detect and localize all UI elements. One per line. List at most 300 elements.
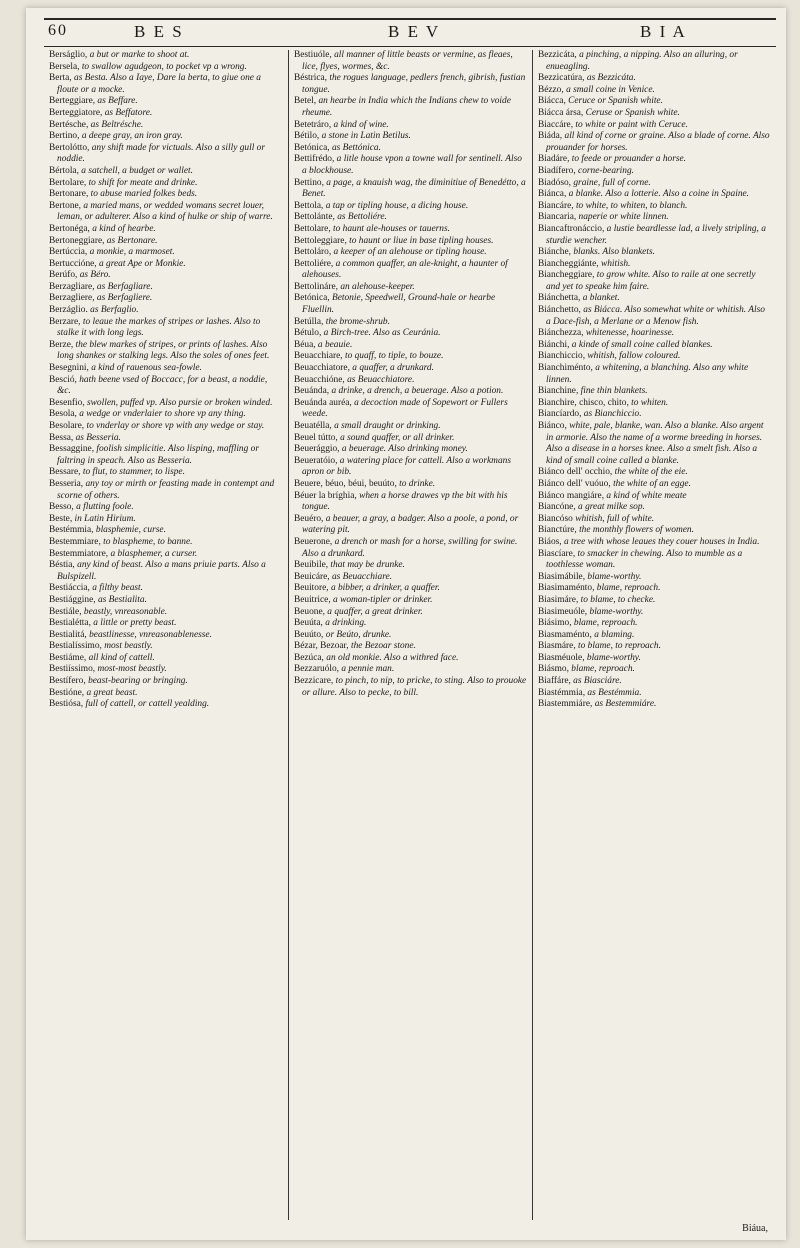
dictionary-entry [294,537,527,560]
entry-headword: Beuatélla, [293,421,332,431]
entry-definition: as Bestialita. [97,594,147,605]
entry-definition: a great beast. [86,687,138,698]
entry-definition: naperie or white linnen. [578,212,669,223]
entry-headword: Biasimaménto, [537,583,595,594]
entry-definition: all kind of cattell. [88,652,155,663]
entry-definition: a whitening, a blanching. Also any white linnen. [545,363,749,385]
entry-headword: Biancheggiánte, [537,258,599,269]
entry-headword: Biasmaménto, [537,629,592,640]
entry-headword: Bézar, Bezoar, [293,641,349,652]
entry-headword: Bestífero, [49,676,86,687]
entry-definition: hath beene vsed of Boccacc, for a beast, a noddie, &c. [57,374,268,397]
entry-definition: as Bestémmia. [587,687,642,698]
entry-definition: a kinde of small coine called blankes. [571,339,713,350]
dictionary-entry [49,166,283,178]
entry-headword: Berta, [49,73,72,84]
entry-headword: Bertolótto, [49,142,90,153]
dictionary-entry [294,375,527,387]
entry-definition: a beuerage. Also drinking money. [341,444,468,455]
entry-headword: Bestiáccia, [49,583,90,594]
entry-definition: a bibber, a drinker, a quaffer. [330,583,440,594]
dictionary-entry [538,479,771,491]
dictionary-entry [49,607,283,619]
entry-definition: graine, full of corne. [573,177,651,188]
dictionary-entry [538,96,771,108]
entry-headword: Bestiósa, [49,699,84,710]
entry-headword: Beuicáre, [293,571,330,582]
entry-definition: a sound quaffer, or all drinker. [340,432,455,443]
entry-headword: Biancáre, [537,200,574,211]
entry-headword: Berzáglio. [49,305,88,316]
dictionary-entry [294,572,527,584]
entry-definition: as Beltrésche. [90,119,144,130]
dictionary-entry [49,131,283,143]
entry-headword: Bestémmia, [49,525,94,536]
entry-headword: Biasimáre, [537,594,579,605]
entry-definition: any kind of beast. Also a mans priuie parts. Also a Bulspizell. [57,560,266,582]
entry-headword: Biancíardo, [537,409,582,420]
dictionary-entry [49,641,283,653]
entry-definition: blame, reproach. [573,618,638,629]
entry-headword: Besseria, [49,478,84,489]
entry-headword: Bianchiménto, [537,363,593,374]
entry-definition: to blaspheme, to banne. [103,536,193,547]
dictionary-entry [294,653,527,665]
dictionary-entry [294,444,527,456]
entry-definition: or Beúto, drunke. [325,629,392,640]
entry-definition: beast-bearing or bringing. [88,676,188,687]
dictionary-entry [294,479,527,491]
entry-definition: to whiten. [631,397,669,408]
entry-definition: white, pale, blanke, wan. Also a blanke. Also argent in armorie. Also the name of a worme breeding in horses. Also a disease in a horses knee. Also a smelt fish. Also a kind of small coine called a blanke. [545,421,764,466]
dictionary-entry [538,178,771,190]
entry-headword: Biascíare, [537,548,576,559]
entry-definition: to grow white. Also to raile at one secretly and yet to speake him faire. [545,270,756,292]
entry-headword: Biánchetto, [537,305,581,316]
entry-definition: a blaming. [594,629,635,640]
dictionary-entry [538,85,771,97]
entry-definition: as Beuacchiatore. [347,374,415,385]
entry-headword: Besolare, [49,421,85,431]
entry-headword: Bértola, [49,165,79,176]
dictionary-entry [294,607,527,619]
entry-definition: a page, a knauish wag, the diminitiue of Benedétto, a Benet. [301,177,526,200]
entry-headword: Bestemmiare, [49,536,101,547]
entry-definition: as Berfagliare. [96,281,153,292]
entry-definition: a kind of hearbe. [92,223,156,234]
entry-headword: Bétulo, [293,328,322,339]
dictionary-entry [49,595,283,607]
entry-headword: Beuacchiatore, [293,363,350,374]
dictionary-entry [49,514,283,526]
dictionary-entry [294,317,527,329]
dictionary-entry [538,154,771,166]
entry-headword: Bersela, [49,61,80,72]
entry-headword: Bestiáme, [49,652,87,663]
dictionary-entry [49,108,283,120]
dictionary-entry [294,514,527,537]
entry-headword: Bestemmiatore, [49,548,109,559]
entry-headword: Bezúca, [293,652,324,663]
entry-headword: Biánchezza, [537,328,584,339]
dictionary-entry [294,386,527,398]
entry-definition: a watering place for cattell. Also a workmans apron or bib. [301,455,511,478]
dictionary-entry [294,96,527,119]
entry-headword: Bianchiccio, [537,351,586,362]
entry-definition: Betonie, Speedwell, Ground-hale or hearbe Fluellin. [301,293,496,316]
entry-definition: a drinke, a drench, a beuerage. Also a potion. [331,386,504,397]
entry-headword: Beste, [49,513,73,524]
entry-headword: Bertonéga, [49,223,90,234]
entry-headword: Bettolánte, [293,212,335,223]
dictionary-entry [49,583,283,595]
entry-definition: as Berfagliere. [96,293,153,304]
dictionary-entry [49,479,283,502]
dictionary-entry [49,398,283,410]
dictionary-entry [49,201,283,224]
entry-definition: to flut, to stammer, to lispe. [82,467,185,478]
dictionary-entry [538,676,771,688]
entry-definition: a quaffer, a drunkard. [352,363,434,374]
entry-definition: a little or pretty beast. [93,618,177,629]
entry-definition: any toy or mirth or feasting made in contempt and scorne of others. [57,478,275,501]
dictionary-entry [49,537,283,549]
entry-headword: Berteggiare, [49,96,96,107]
dictionary-entry [538,108,771,120]
entry-definition: that may be drunke. [330,560,405,571]
entry-headword: Beuúto, [293,629,324,640]
dictionary-entry [49,236,283,248]
entry-definition: an alehouse-keeper. [340,281,415,292]
dictionary-entry [538,224,771,247]
dictionary-entry [294,212,527,224]
dictionary-entry [49,178,283,190]
dictionary-entry [294,351,527,363]
entry-headword: Bertésche, [49,119,89,130]
dictionary-entry [49,73,283,96]
entry-definition: all manner of little beasts or vermine, as fleaes, lice, flyes, wormes, &c. [301,50,513,72]
dictionary-entry [294,224,527,236]
entry-definition: a pinching, a nipping. Also an alluring, or enueagling. [545,50,738,72]
entry-definition: a kind of rauenous sea-fowle. [91,363,202,374]
dictionary-entry [49,699,283,711]
entry-definition: Ceruse or Spanish white. [585,107,680,118]
dictionary-entry [538,688,771,700]
dictionary-entry [49,143,283,166]
entry-headword: Bestialitá, [49,629,87,640]
entry-definition: as Biácca. Also somewhat white or whitish. Also a Dace-fish, a Merlane or a Menow fish. [545,305,765,327]
entry-definition: blame-worthy. [589,606,644,617]
entry-headword: Biánco dell' occhio, [537,467,613,478]
entry-definition: to swallow agudgeon, to pocket vp a wrong. [81,61,247,72]
entry-definition: as Beuacchiare. [331,571,393,582]
dictionary-entry [294,363,527,375]
entry-definition: an old monkie. Also a withred face. [326,652,459,663]
dictionary-entry [538,618,771,630]
entry-definition: a blanket. [582,293,620,304]
entry-definition: a decoction made of Sopewort or Fullers weede. [301,397,508,420]
entry-headword: Bestialíssimo, [49,641,102,652]
entry-definition: a lustie beardlesse lad, a lively stripling, a sturdie wencher. [545,223,766,246]
entry-headword: Bessa, [49,432,74,443]
entry-definition: to smacker in chewing. Also to mumble as a toothlesse woman. [545,548,743,571]
entry-headword: Biadóso, [537,177,572,188]
entry-definition: blame-worthy. [586,652,641,663]
entry-definition: a blanke. Also a lotterie. Also a coine in Spaine. [568,189,750,200]
entry-headword: Betónica, [293,293,330,304]
entry-headword: Bertonare, [49,189,89,200]
dictionary-entry [294,664,527,676]
dictionary-entry [49,363,283,375]
dictionary-entry [49,282,283,294]
entry-definition: to white, to whiten, to blanch. [575,200,688,211]
entry-definition: to quaff, to tiple, to bouze. [344,351,444,362]
entry-definition: a great milke sop. [578,502,645,513]
entry-definition: the rogues language, pedlers french, gibrish, fustian tongue. [301,73,526,95]
column-left [44,50,288,1220]
entry-headword: Biaffáre, [537,676,571,687]
dictionary-entry [49,62,283,74]
dictionary-entry [294,143,527,155]
entry-definition: a flutting foole. [76,502,134,513]
entry-headword: Betetráro, [293,119,332,130]
dictionary-entry [538,537,771,549]
entry-definition: to pinch, to nip, to pricke, to sting. Also to prouoke or allure. Also to pecke, to bill. [301,676,527,698]
entry-headword: Beueratóio, [293,455,338,466]
dictionary-entry [49,189,283,201]
column-middle [288,50,532,1220]
entry-headword: Beuéro, [293,513,324,524]
dictionary-entry [538,189,771,201]
entry-headword: Bétilo, [293,131,320,142]
running-head-left: B E S [134,22,184,41]
entry-headword: Bianchire, chisco, chito, [537,397,629,408]
entry-definition: a litle house vpon a towne wall for sentinell. Also a blockhouse. [301,154,522,176]
dictionary-entry [49,50,283,62]
entry-headword: Beuitore, [293,583,329,594]
entry-headword: Bettolináre, [293,281,338,292]
entry-headword: Biánche, [537,247,571,258]
entry-headword: Betúlla, [293,316,324,327]
entry-headword: Beuitrice, [293,594,331,605]
entry-headword: Berteggiatore, [49,107,103,118]
entry-definition: a kind of wine. [333,119,389,130]
entry-headword: Bestialétta, [49,618,91,629]
entry-headword: Bettoliére, [293,258,334,269]
entry-definition: blame, reproach. [596,583,661,594]
dictionary-entry [538,409,771,421]
dictionary-entry [49,96,283,108]
dictionary-entry [294,73,527,96]
dictionary-entry [538,247,771,259]
entry-headword: Biasimeuóle, [537,606,588,617]
entry-headword: Beuúta, [293,618,323,629]
entry-headword: Biásimo, [537,618,572,629]
entry-definition: any shift made for victuals. Also a silly gull or noddie. [57,142,265,165]
dictionary-entry [538,212,771,224]
dictionary-entry [49,630,283,642]
dictionary-entry [294,491,527,514]
running-head-right: B I A [640,22,687,41]
dictionary-entry [294,236,527,248]
entry-definition: blame, reproach. [571,664,635,675]
dictionary-entry [294,340,527,352]
entry-definition: corne-bearing. [578,165,635,176]
entry-headword: Béstrica, [293,73,328,84]
entry-definition: full of cattell, or cattell yealding. [85,699,210,710]
dictionary-entry [538,120,771,132]
entry-headword: Beuacchióne, [293,374,345,385]
entry-definition: a beauer, a gray, a badger. Also a poole, a pond, or watering pit. [301,513,519,536]
entry-definition: as Beffatore. [104,107,153,118]
entry-headword: Besola, [49,409,77,420]
entry-headword: Biánchi, [537,339,570,350]
entry-definition: to leaue the markes of stripes or lashes. Also to stalke it with long legs. [57,316,261,339]
dictionary-entry [49,340,283,363]
entry-headword: Biánco, [537,421,567,431]
dictionary-entry [49,375,283,398]
entry-headword: Berzagliare, [49,281,95,292]
dictionary-entry [538,259,771,271]
entry-definition: a pennie man. [341,664,395,675]
entry-headword: Biadáre, [537,154,570,165]
dictionary-entry [294,456,527,479]
catchword: Biáua, [742,1223,768,1234]
dictionary-columns [44,50,776,1220]
entry-definition: beastlinesse, vnreasonablenesse. [89,629,212,640]
dictionary-entry [294,293,527,316]
dictionary-entry [538,583,771,595]
dictionary-entry [538,328,771,340]
dictionary-entry [49,549,283,561]
entry-definition: a wedge or vnderlaier to shore vp any thing. [79,409,246,420]
entry-headword: Bézzo, [537,84,564,95]
entry-definition: all kind of corne or graine. Also a blade of corne. Also prouander for horses. [545,131,770,153]
dictionary-entry [538,50,771,73]
dictionary-entry [49,317,283,340]
entry-definition: as Bettónica. [331,142,381,153]
entry-headword: Berzare, [49,316,81,327]
entry-definition: to blame, to reproach. [578,641,661,652]
dictionary-entry [538,502,771,514]
entry-definition: as Besta. Also a Iaye, Dare la berta, to giue one a floute or a mocke. [57,73,261,95]
entry-headword: Berze, [49,339,74,350]
entry-definition: as Biasciáre. [573,676,622,687]
entry-headword: Biasmáre, [537,641,576,652]
entry-headword: Béua, [293,339,316,350]
entry-definition: a stone in Latin Betilus. [321,131,411,142]
entry-definition: a tree with whose leaues they couer houses in India. [563,536,760,547]
dictionary-entry [49,467,283,479]
entry-definition: in Latin Hirium. [74,513,136,524]
entry-headword: Biastémmia, [537,687,586,698]
entry-definition: whitish, fallow coloured. [587,351,681,362]
entry-definition: a maried mans, or wedded womans secret louer, leman, or adulterer. Also a kind of hulke or ship of warre. [57,200,273,223]
entry-headword: Bianchine, [537,386,579,397]
dictionary-entry [49,247,283,259]
entry-headword: Bettolare, [293,223,331,234]
entry-headword: Bezzaruólo, [293,664,339,675]
dictionary-entry [49,560,283,583]
entry-definition: as Berfaglio. [90,305,139,316]
entry-definition: the brome-shrub. [325,316,390,327]
entry-headword: Beuacchiare, [293,351,343,362]
entry-headword: Biancaria, [537,212,577,223]
dictionary-entry [538,270,771,293]
dictionary-entry [538,201,771,213]
dictionary-entry [538,607,771,619]
entry-headword: Bettifrédo, [293,154,335,165]
dictionary-entry [538,467,771,479]
dictionary-entry [49,688,283,700]
dictionary-entry [538,664,771,676]
entry-definition: beastly, vnreasonable. [83,606,168,617]
page-number: 60 [48,22,68,39]
entry-definition: most-most beastly. [97,664,167,675]
entry-definition: a deepe gray, an iron gray. [81,131,183,142]
dictionary-entry [294,641,527,653]
dictionary-entry [538,421,771,467]
dictionary-entry [294,421,527,433]
dictionary-entry [49,433,283,445]
dictionary-entry [49,259,283,271]
entry-headword: Besso, [49,502,74,513]
entry-definition: to feede or prouander a horse. [571,154,687,165]
entry-headword: Besegnini, [49,363,89,374]
entry-headword: Bestiíssimo, [49,664,96,675]
entry-headword: Beuánda, [293,386,330,397]
entry-definition: the white of the eie. [614,467,688,478]
entry-definition: the Bezoar stone. [351,641,416,652]
entry-headword: Bestióne, [49,687,85,698]
entry-headword: Biasméuole, [537,652,585,663]
entry-definition: a common quaffer, an ale-knight, a haunter of alehouses. [301,258,508,281]
dictionary-entry [294,328,527,340]
dictionary-entry [538,363,771,386]
entry-headword: Beuibile, [293,560,329,571]
dictionary-entry [294,201,527,213]
entry-definition: to shift for meate and drinke. [88,177,198,188]
entry-headword: Biánco dell' vuóuo, [537,478,611,489]
dictionary-entry [49,421,283,433]
entry-definition: swollen, puffed vp. Also pursie or broken winded. [87,397,273,408]
entry-headword: Bestiággine, [49,594,96,605]
entry-headword: Bettola, [293,200,324,211]
dictionary-entry [538,131,771,154]
dictionary-entry [294,282,527,294]
entry-definition: an hearbe in India which the Indians chew to voide rheume. [301,96,511,118]
entry-headword: Biancóne, [537,502,576,513]
entry-definition: a keeper of an alehouse or tipling house. [333,247,487,258]
dictionary-entry [49,120,283,132]
entry-headword: Bezzicatúra, [537,73,585,84]
dictionary-entry [49,653,283,665]
entry-headword: Bertone, [49,200,82,211]
running-head-center: B E V [388,22,441,41]
entry-definition: to blame, to checke. [580,594,656,605]
dictionary-entry [49,525,283,537]
dictionary-entry [538,340,771,352]
entry-headword: Bestiále, [49,606,82,617]
entry-definition: a Birch-tree. Also as Ceuránia. [323,328,441,339]
entry-headword: Bettino, [293,177,324,188]
entry-headword: Béuer la bríghia, [293,490,357,501]
entry-headword: Beuere, béuo, béui, beuúto, [293,478,397,489]
entry-headword: Bessare, [49,467,81,478]
entry-definition: a drinking. [325,618,367,629]
entry-definition: as Bestemmiáre. [594,699,657,710]
entry-definition: blasphemie, curse. [95,525,166,536]
